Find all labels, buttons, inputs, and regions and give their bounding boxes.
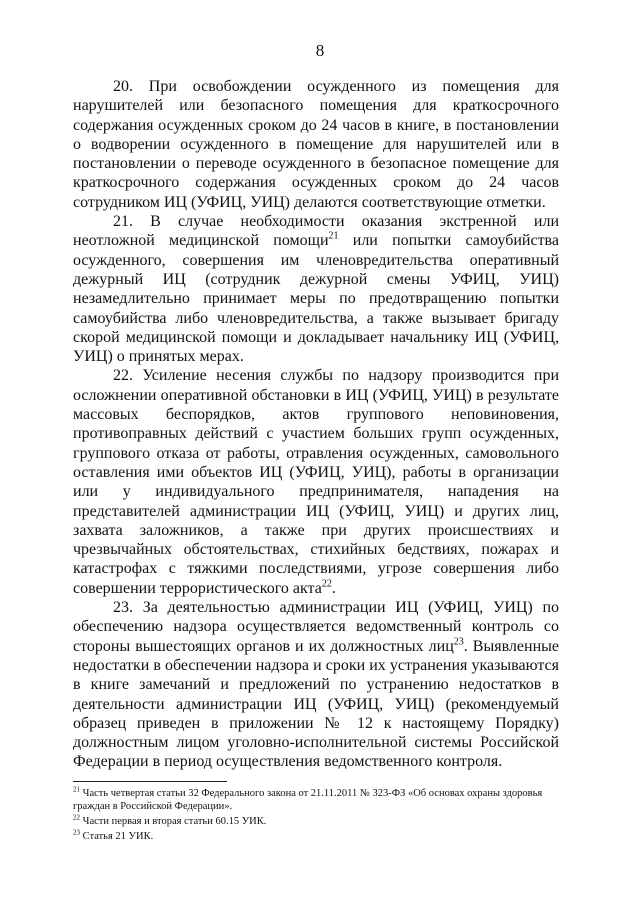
footnote-21 <box>73 787 563 813</box>
footnote-text-23: Статья 21 УИК. <box>80 831 154 842</box>
paragraph-23-text-start: 23. За деятельностью администрации ИЦ (УФИЦ, УИЦ) по обеспечению надзора осуществляется ведомственный контроль со стороны вышестоящих органов и их должностных лиц <box>73 599 559 655</box>
paragraph-21-text-end: или попытки самоубийства осужденного, совершения им членовредительства оперативный дежурный ИЦ (сотрудник дежурной смены УФИЦ, УИЦ) незамедлительно принимает меры по предотвращению попытки самоубийства либо членовредительства, а также вызывает бригаду скорой медицинской помощи и докладывает начальнику ИЦ (УФИЦ, УИЦ) о принятых мерах. <box>73 232 560 366</box>
footnote-ref-23: 23 <box>453 636 464 648</box>
page-number: 8 <box>315 41 325 60</box>
paragraph-22-text-end: . <box>331 579 336 597</box>
paragraph-21 <box>73 212 559 366</box>
paragraph-22-text-start: 22. Усиление несения службы по надзору производится при осложнении оперативной обстановки в ИЦ (УФИЦ, УИЦ) в результате массовых беспорядков, актов группового неповиновения, противоправных действий с участием больших групп осужденных, группового отказа от работы, отравления осужденных, самовольного оставления ими объектов ИЦ (УФИЦ, УИЦ), работы в организации или у индивидуального предпринимателя, нападения на представителей администрации ИЦ (УФИЦ, УИЦ) и других лиц, захвата заложников, а также при других происшествиях и чрезвычайных обстоятельствах, стихийных бедствиях, пожарах и катастрофах с тяжкими последствиями, угрозе совершения либо совершении террористического акта <box>73 367 559 597</box>
footnotes <box>73 787 563 845</box>
footnote-text-21: Часть четвертая статьи 32 Федерального закона от 21.11.2011 № 323-ФЗ «Об основах охраны здоровья граждан в Российской Федерации». <box>73 788 543 812</box>
paragraph-21-text-start: 21. В случае необходимости оказания экстренной или неотложной медицинской помощи <box>73 213 559 250</box>
footnote-text-22: Части первая и вторая статьи 60.15 УИК. <box>80 816 267 827</box>
paragraph-22 <box>73 366 559 598</box>
paragraph-23-text-end: . Выявленные недостатки в обеспечении надзора и сроки их устранения указываются в книге замечаний и предложений по устранению недостатков в деятельности администрации ИЦ (УФИЦ, УИЦ) (рекомендуемый образец приведен в приложении № 12 к настоящему Порядку) должностным лицом уголовно-исполнительной системы Российской Федерации в период осуществления ведомственного контроля. <box>73 637 559 771</box>
footnote-22 <box>73 815 563 828</box>
footnote-ref-21: 21 <box>328 231 339 243</box>
footnote-23 <box>73 830 563 843</box>
footnote-ref-22: 22 <box>321 578 332 590</box>
main-text <box>73 77 559 772</box>
footnote-mark-23: 23 <box>73 828 80 837</box>
footnote-mark-21: 21 <box>73 785 80 794</box>
paragraph-20: 20. При освобождении осужденного из помещения для нарушителей или безопасного помещения для краткосрочного содержания осужденных сроком до 24 часов в книге, в постановлении о водворении осужденного в помещение для нарушителей или в постановлении о переводе осужденного в безопасное помещение для краткосрочного содержания осужденных сроком до 24 часов сотрудником ИЦ (УФИЦ, УИЦ) делаются соответствующие отметки. <box>73 78 559 211</box>
footnote-divider <box>73 781 227 782</box>
footnote-mark-22: 22 <box>73 813 80 822</box>
paragraph-23 <box>73 598 559 772</box>
